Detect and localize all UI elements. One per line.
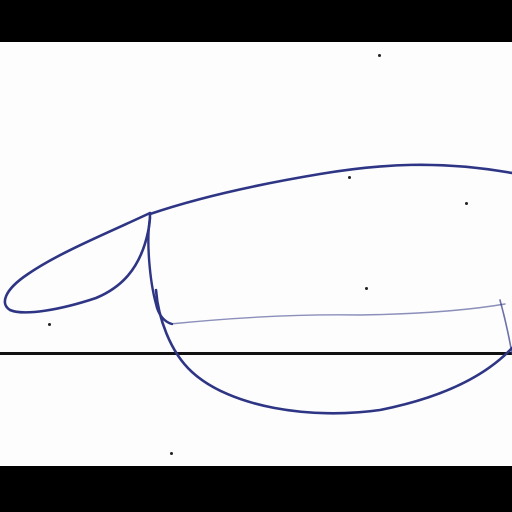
paper-sheet	[0, 42, 512, 466]
signature-faint-stroke	[170, 304, 505, 324]
signature-icon	[0, 42, 512, 466]
signature-bowl-stroke	[156, 290, 512, 413]
signature-upper-stroke	[5, 165, 512, 313]
signature-stem-stroke	[148, 218, 172, 324]
signature-tail-stroke	[500, 300, 512, 354]
